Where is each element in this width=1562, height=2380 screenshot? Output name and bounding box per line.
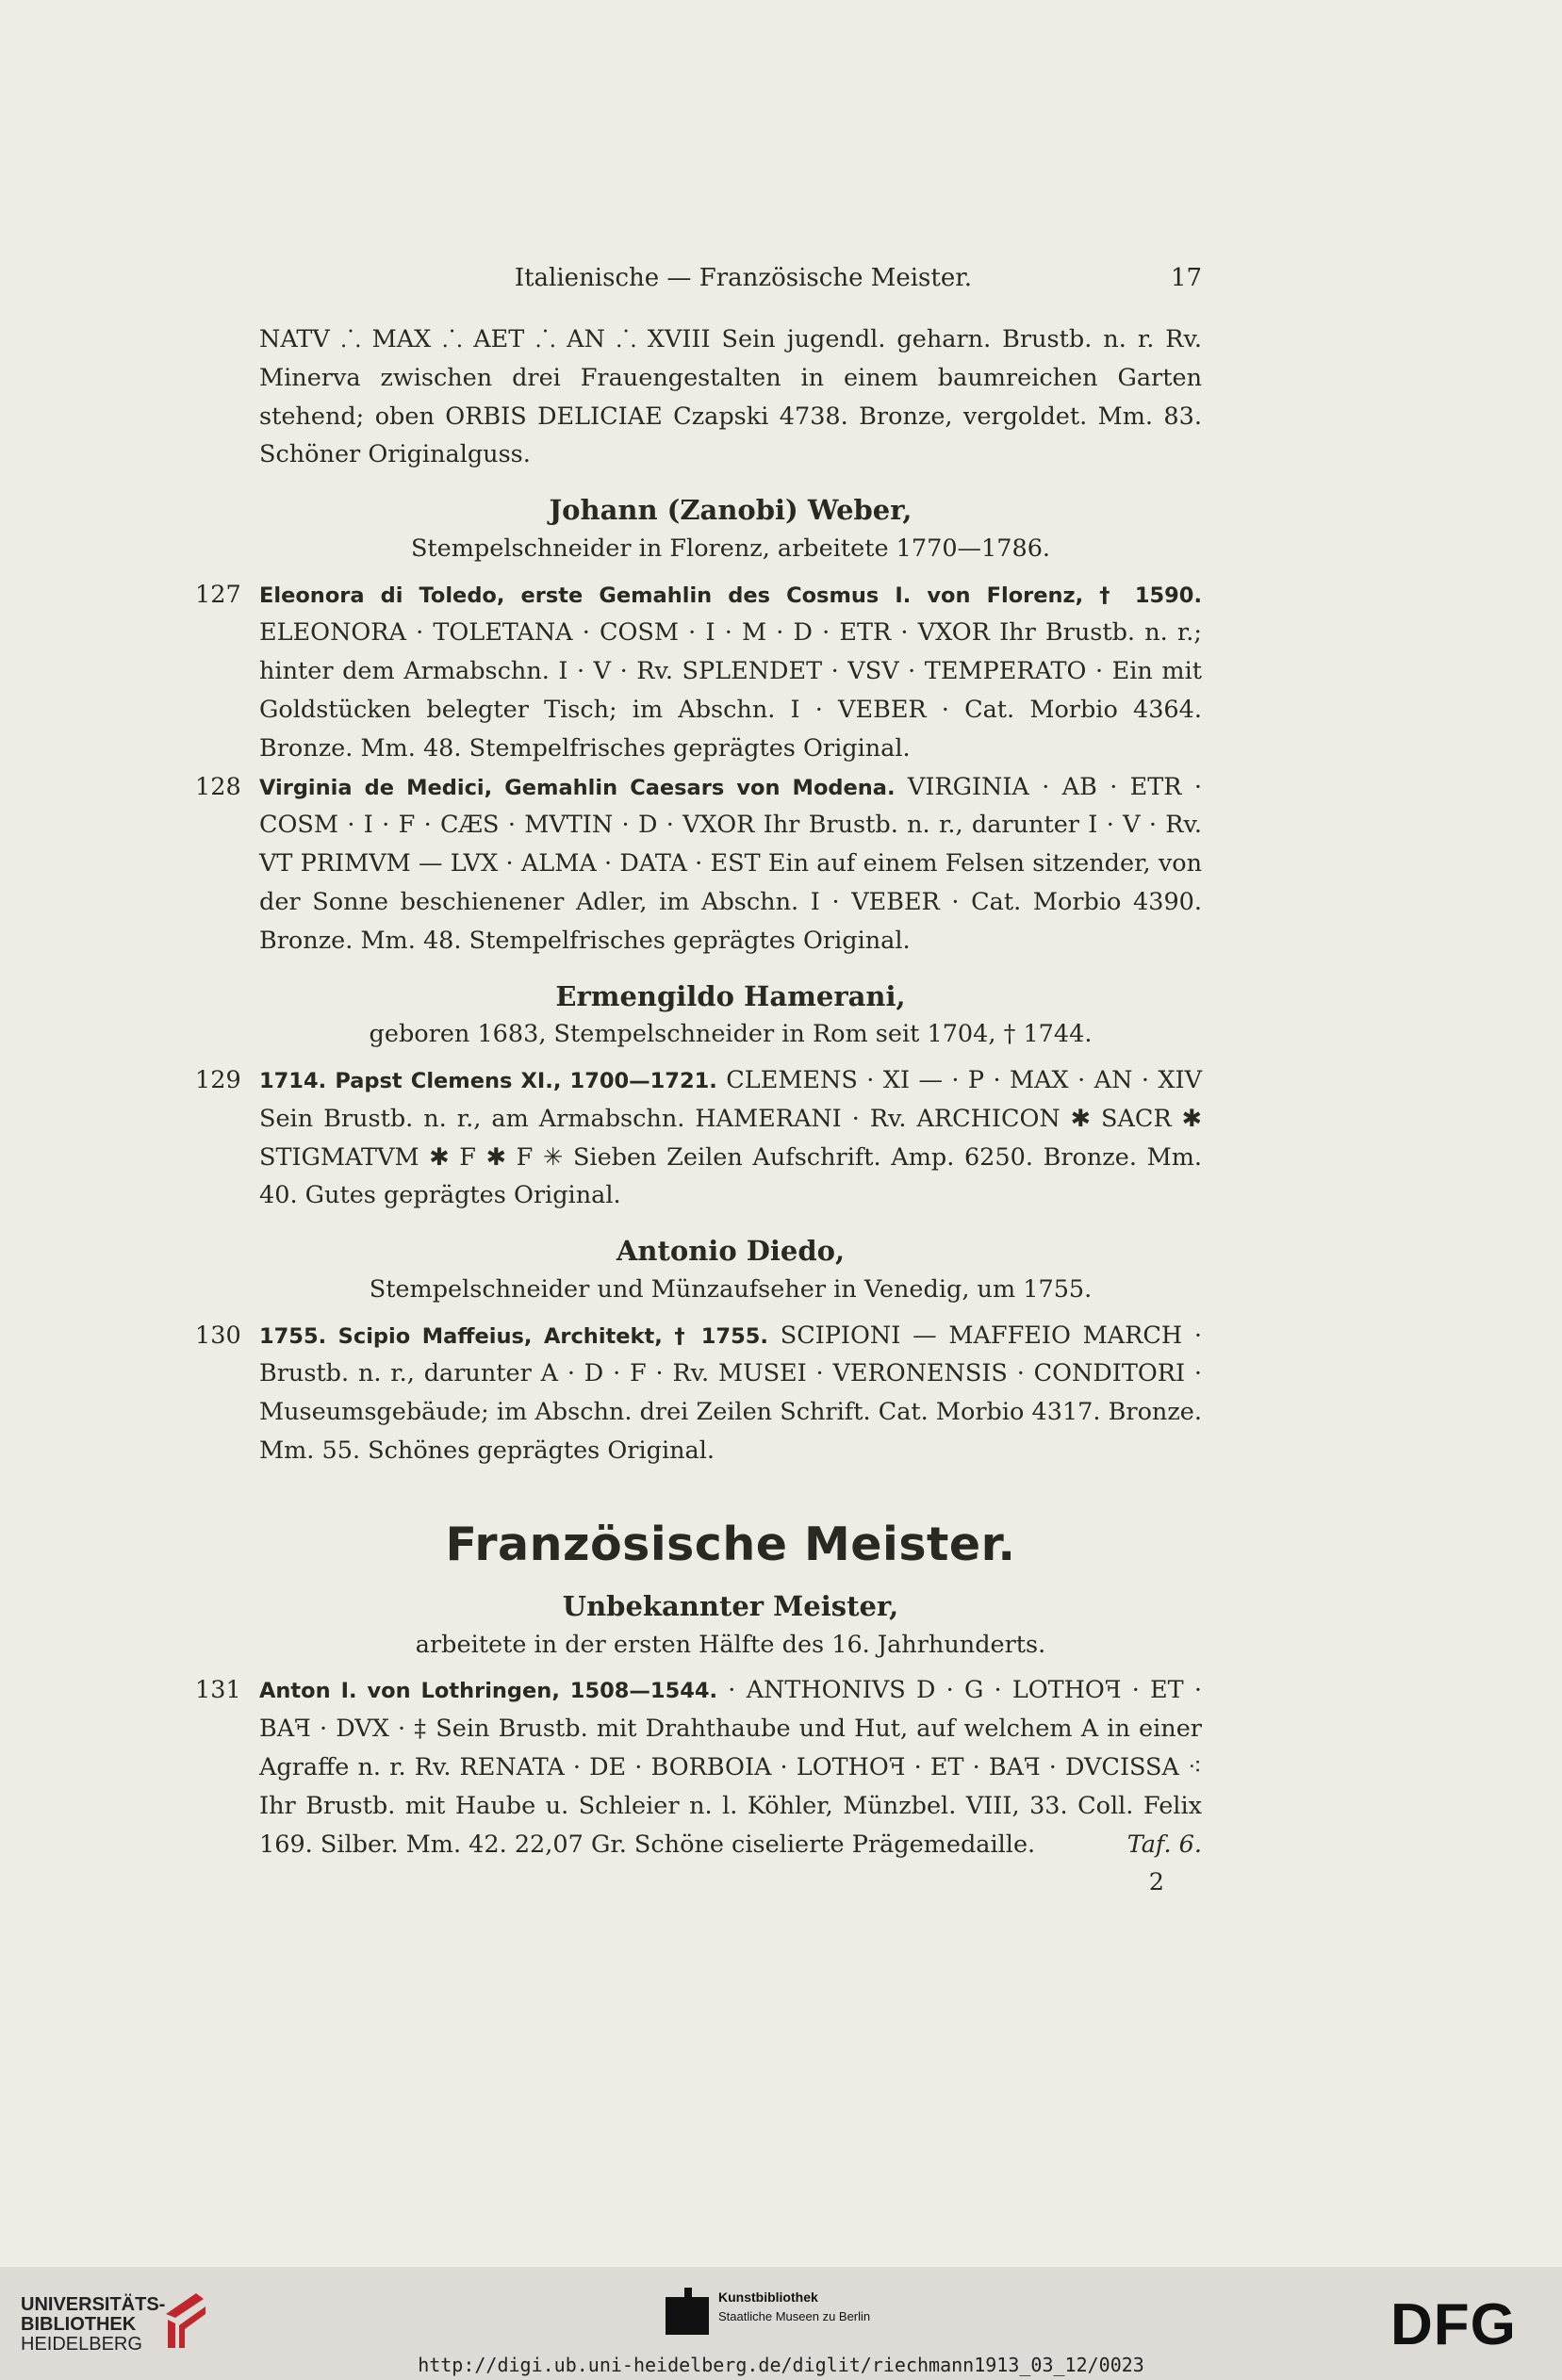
subheading-unknown-master: arbeitete in der ersten Hälfte des 16. Jahrhunderts. [415,1630,1046,1659]
entry-title: Eleonora di Toledo, erste Gemahlin des Cosmus I. von Florenz, † 1590. [259,583,1202,608]
subheading-hamerani: geboren 1683, Stempelschneider in Rom seit 1704, † 1744. [369,1020,1093,1049]
entry-text: CLEMENS · XI — · P · MAX · AN · XIV Sein Brustb. n. r., am Armabschn. HAMERANI · Rv. ARCHICON ✱ SACR ✱ STIGMATVM ✱ F ✱ F ✳ Sieben Zeilen Aufschrift. Amp. 6250. Bronze. Mm. 40. Gutes geprägtes Original. [259,1065,1203,1210]
heading-unknown-master: Unbekannter Meister, [562,1590,899,1623]
heading-weber: Johann (Zanobi) Weber, [549,494,913,527]
entry-text: SCIPIONI — MAFFEIO MARCH · Brustb. n. r., darunter A · D · F · Rv. MUSEI · VERONENSIS · CONDITORI · Museumsgebäude; im Abschn. drei Zeilen Schrift. Cat. Morbio 4317. Bronze. Mm. 55. Schönes geprägtes Original. [259,1321,1203,1465]
intro-paragraph: NATV ⸫ MAX ⸫ AET ⸫ AN ⸫ XVIII Sein jugendl. geharn. Brustb. n. r. Rv. Minerva zwischen drei Frauengestalten in einem baumreichen Garten stehend; oben ORBIS DELICIAE Czapski 4738. Bronze, vergoldet. Mm. 83. Schöner Originalguss. [259,325,1202,469]
running-header [259,264,1202,292]
entry-number: 127 [195,580,241,609]
university-library-logo[interactable]: UNIVERSITÄTS- BIBLIOTHEK HEIDELBERG [21,2294,166,2355]
catalog-entry-130 [195,1317,1203,1470]
entry-title: Virginia de Medici, Gemahlin Caesars von Modena. [259,775,896,800]
entry-title: 1714. Papst Clemens XI., 1700—1721. [259,1068,717,1093]
permalink-url[interactable]: http://digi.ub.uni-heidelberg.de/diglit/riechmann1913_03_12/0023 [418,2354,1144,2376]
catalog-entry-131 [195,1671,1202,1863]
entry-number: 131 [195,1676,241,1705]
entry-number: 130 [195,1321,241,1350]
entry-text: ELEONORA · TOLETANA · COSM · I · M · D · ETR · VXOR Ihr Brustb. n. r.; hinter dem Armabschn. I · V · Rv. SPLENDET · VSV · TEMPERATO · Ein mit Goldstücken belegter Tisch; im Abschn. I · VEBER · Cat. Morbio 4364. Bronze. Mm. 48. Stempelfrisches geprägtes Original. [259,618,1202,763]
signature-mark: 2 [1148,1868,1164,1897]
subheading-diedo: Stempelschneider und Münzaufseher in Venedig, um 1755. [369,1274,1093,1304]
heading-diedo: Antonio Diedo, [616,1235,846,1268]
kunstbibliothek-logo[interactable]: Kunstbibliothek Staatliche Museen zu Berlin [666,2288,870,2335]
entry-title: Anton I. von Lothringen, 1508—1544. [259,1679,718,1704]
kunstbibliothek-mark-icon [666,2288,709,2335]
entry-text: VIRGINIA · AB · ETR · COSM · I · F · CÆS · MVTIN · D · VXOR Ihr Brustb. n. r., darunter I · V · Rv. VT PRIMVM — LVX · ALMA · DATA · EST Ein auf einem Felsen sitzender, von der Sonne beschienener Adler, im Abschn. I · VEBER · Cat. Morbio 4390. Bronze. Mm. 48. Stempelfrisches geprägtes Original. [259,772,1202,955]
entry-number: 128 [195,772,241,801]
section-title-french-masters: Französische Meister. [445,1517,1016,1571]
plate-reference: Taf. 6. [1126,1830,1202,1859]
catalog-entry-128 [195,768,1202,960]
entry-title: 1755. Scipio Maffeius, Architekt, † 1755. [259,1323,768,1349]
library-mark-icon [158,2286,215,2352]
body-text [195,320,1203,1902]
entry-number: 129 [195,1065,241,1094]
dfg-logo[interactable]: DFG [1390,2292,1517,2357]
running-title: Italienische — Französische Meister. [514,264,973,292]
footer-bar [0,2267,1562,2380]
subheading-weber: Stempelschneider in Florenz, arbeitete 1770—1786. [410,533,1051,563]
page-number: 17 [1170,264,1202,292]
heading-hamerani: Ermengildo Hamerani, [555,979,906,1012]
entry-text: · ANTHONIVS D · G · LOTHOꟻ · ET · BAꟻ · DVX · ‡ Sein Brustb. mit Drahthaube und Hut, auf welchem A in einer Agraffe n. r. Rv. RENATA · DE · BORBOIA · LOTHOꟻ · ET · BAꟻ · DVCISSA ⁖ Ihr Brustb. mit Haube u. Schleier n. l. Köhler, Münzbel. VIII, 33. Coll. Felix 169. Silber. Mm. 42. 22,07 Gr. Schöne ciselierte Prägemedaille. [259,1676,1202,1859]
catalog-entry-127 [195,576,1202,768]
catalog-entry-129 [195,1061,1203,1215]
